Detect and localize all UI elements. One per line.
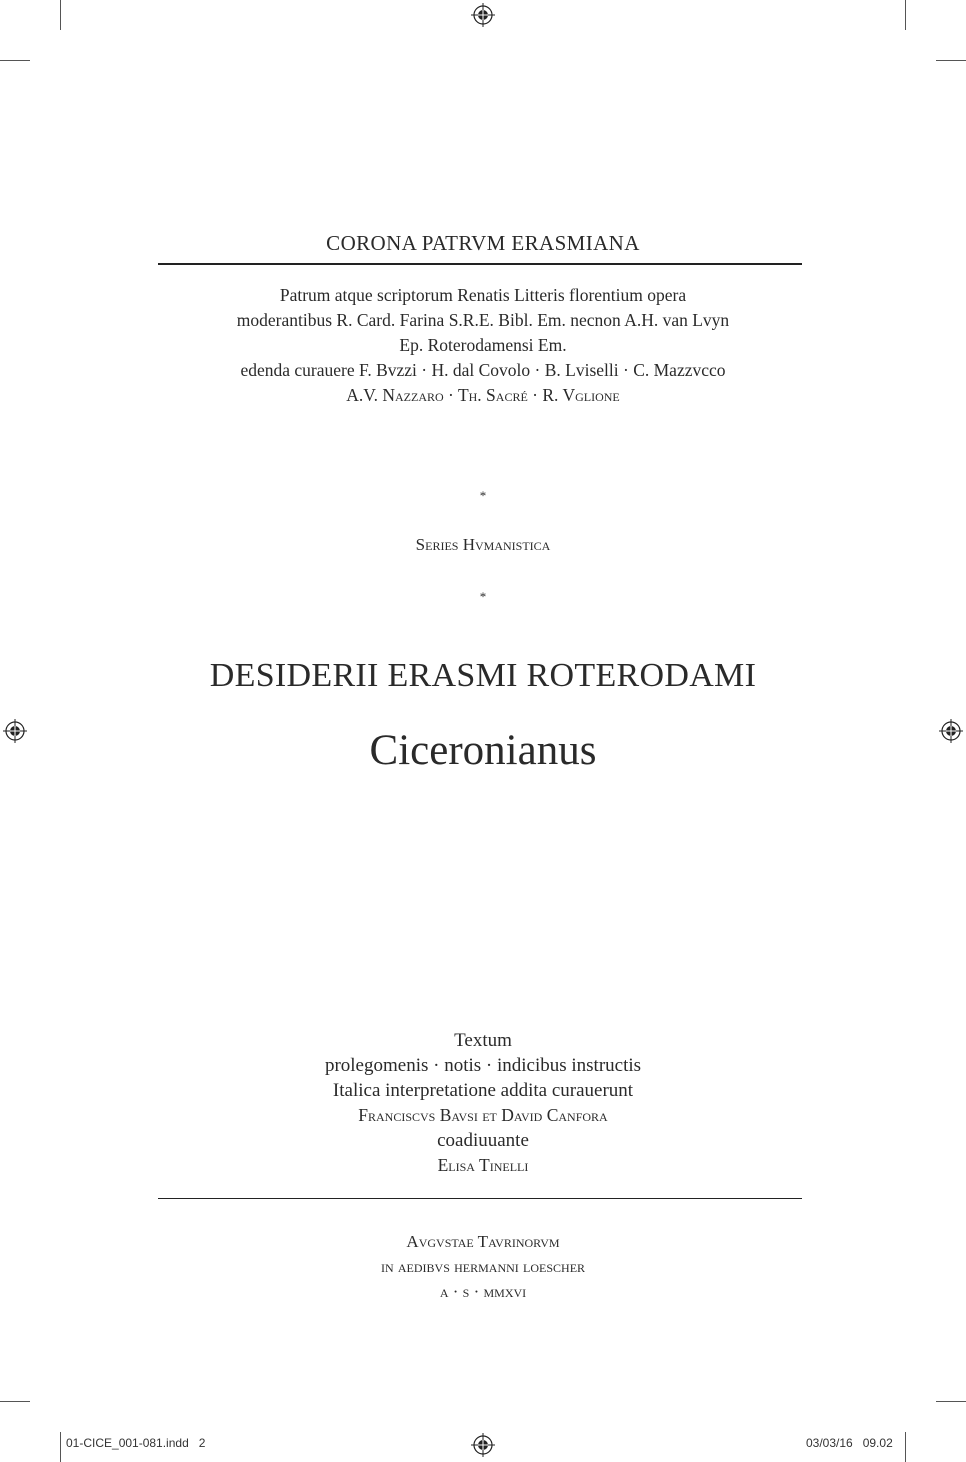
crop-mark-bottom-left-h (0, 1401, 30, 1402)
slug-timestamp: 03/03/16 09.02 (806, 1436, 893, 1450)
editorial-line-2: moderantibus R. Card. Farina S.R.E. Bibl. Em. necnon A.H. van Lvyn (236, 310, 730, 330)
registration-mark-bottom-icon (471, 1433, 495, 1457)
slug-file: 01-CICE_001-081.indd 2 (66, 1436, 206, 1450)
author-name: DESIDERII ERASMI ROTERODAMI (209, 657, 757, 694)
editorial-line-5: A.V. Nazzaro · Th. Sacré · R. Vglione (346, 385, 620, 405)
imprint-place: Avgvstae Tavrinorvm (406, 1232, 560, 1251)
imprint-publisher: in aedibvs hermanni loescher (380, 1257, 586, 1276)
subseries-title: Series Hvmanistica (415, 535, 551, 554)
crop-mark-top-left-h (0, 60, 30, 61)
editorial-board (0, 283, 966, 408)
crop-mark-top-left-v (60, 0, 61, 30)
crop-mark-top-right-v (905, 0, 906, 30)
imprint (0, 1229, 966, 1304)
crop-mark-bottom-right-h (936, 1401, 966, 1402)
credits-line-3: Italica interpretatione addita curauerunt (332, 1080, 634, 1101)
footer-rule (158, 1198, 802, 1199)
registration-mark-top-icon (471, 3, 495, 27)
work-title: Ciceronianus (369, 727, 597, 774)
editorial-line-1: Patrum atque scriptorum Renatis Litteris florentium opera (279, 285, 687, 305)
crop-mark-bottom-right-v (905, 1432, 906, 1462)
credits-line-5: coadiuuante (437, 1130, 529, 1151)
asterisk-bottom: * (479, 589, 487, 604)
credits-editors: Franciscvs Bavsi et David Canfora (358, 1105, 608, 1125)
credits-line-2: prolegomenis · notis · indicibus instructis (324, 1055, 642, 1076)
series-title: CORONA PATRVM ERASMIANA (326, 231, 640, 255)
crop-mark-top-right-h (936, 60, 966, 61)
credits-collaborator: Elisa Tinelli (437, 1155, 529, 1175)
credits (0, 1028, 966, 1178)
editorial-line-3: Ep. Roterodamensi Em. (399, 335, 567, 355)
asterisk-top: * (479, 488, 487, 503)
crop-mark-bottom-left-v (60, 1432, 61, 1462)
editorial-line-4: edenda curauere F. Bvzzi · H. dal Covolo · B. Lviselli · C. Mazzvcco (240, 360, 726, 380)
header-rule (158, 263, 802, 265)
credits-line-1: Textum (454, 1030, 512, 1051)
imprint-year: a · s · mmxvi (439, 1282, 527, 1301)
